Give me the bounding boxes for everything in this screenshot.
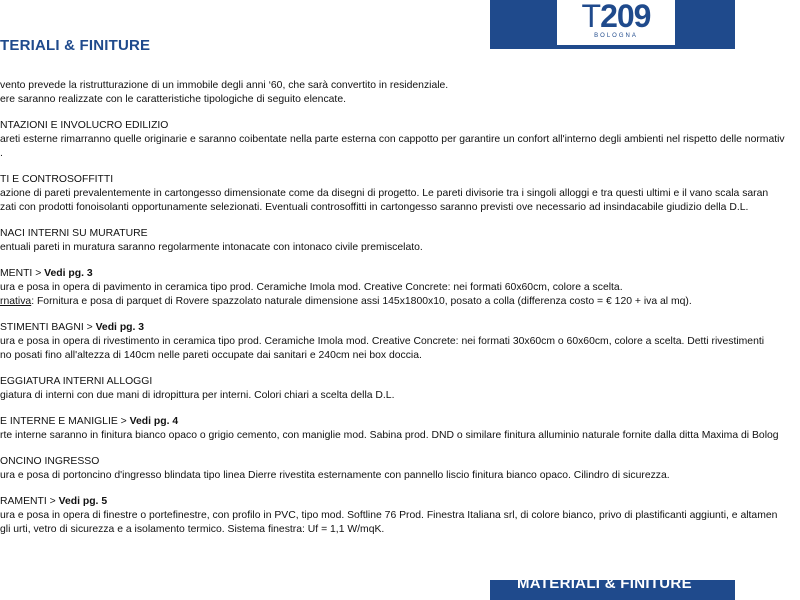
section-line: . <box>0 148 3 159</box>
intro-line: ere saranno realizzate con le caratteristiche tipologiche di seguito elencate. <box>0 94 346 105</box>
section-line: ura e posa in opera di rivestimento in ceramica tipo prod. Ceramiche Imola mod. Creative Concrete: nei formati 30x60cm o 60x60cm, colore a scelta. Detti rivestimenti <box>0 336 765 347</box>
intro-paragraph <box>0 79 800 107</box>
section-line: ura e posa in opera di pavimento in ceramica tipo prod. Ceramiche Imola mod. Creative Concrete: nei formati 60x60cm, colore a scelta. <box>0 282 623 293</box>
section-line: rte interne saranno in finitura bianco opaco o grigio cemento, con maniglie mod. Sabina prod. DND o similare finitura alluminio naturale fornite dalla ditta Maxima di Bolog <box>0 430 779 441</box>
page-reference: Vedi pg. 5 <box>58 496 108 507</box>
logo-city: BOLOGNA <box>594 33 638 39</box>
section-line: areti esterne rimarranno quelle originarie e saranno coibentate nella parte esterna con cappotto per garantire un confort all'interno degli ambienti nel rispetto delle normativ <box>0 134 785 145</box>
section-rivestimenti <box>0 321 800 363</box>
section-serramenti <box>0 495 800 537</box>
brand-logo <box>557 0 675 45</box>
section-porte <box>0 415 800 443</box>
section-heading: MENTI > Vedi pg. 3 <box>0 268 93 279</box>
section-alt-line <box>0 295 800 309</box>
alternative-text: : Fornitura e posa di parquet di Rovere spazzolato naturale dimensione assi 145x1800x10, posato a colla (differenza costo = € 120 + iva al mq). <box>31 296 692 307</box>
logo-number: 209 <box>600 0 651 34</box>
section-heading: NTAZIONI E INVOLUCRO EDILIZIO <box>0 120 169 131</box>
section-heading: RAMENTI > Vedi pg. 5 <box>0 496 108 507</box>
section-heading: E INTERNE E MANIGLIE > Vedi pg. 4 <box>0 416 179 427</box>
section-heading: STIMENTI BAGNI > Vedi pg. 3 <box>0 322 145 333</box>
logo-prefix: T <box>581 0 601 34</box>
section-line: gli urti, vetro di sicurezza e a isolamento termico. Sistema finestra: Uf = 1,1 W/mqK. <box>0 524 385 535</box>
page-reference: Vedi pg. 3 <box>44 268 93 279</box>
section-intonaci <box>0 227 800 255</box>
alternative-label: rnativa <box>0 296 32 307</box>
section-line: azione di pareti prevalentemente in cartongesso dimensionate come da disegni di progetto. Le pareti divisorie tra i singoli alloggi e tra questi ultimi e il vano scala saran <box>0 188 769 199</box>
section-line: no posati fino all'altezza di 140cm nelle pareti occupate dai sanitari e 240cm nei box doccia. <box>0 350 422 361</box>
intro-line: vento prevede la ristrutturazione di un immobile degli anni ‘60, che sarà convertito in residenziale. <box>0 80 449 91</box>
section-fondazioni <box>0 119 800 161</box>
section-line: ura e posa di portoncino d'ingresso blindata tipo linea Dierre rivestita esternamente con pannello liscio finitura bianco opaco. Cilindro di sicurezza. <box>0 470 670 481</box>
section-line: ura e posa in opera di finestre o portefinestre, con profilo in PVC, tipo mod. Softline 76 Prod. Finestra Italiana srl, di colore bianco, privo di plastificanti aggiunti, e altamen <box>0 510 778 521</box>
document-body <box>0 79 800 549</box>
section-heading: TI E CONTROSOFFITTI <box>0 174 114 185</box>
section-heading: NACI INTERNI SU MURATURE <box>0 228 148 239</box>
section-heading: EGGIATURA INTERNI ALLOGGI <box>0 376 153 387</box>
section-heading: ONCINO INGRESSO <box>0 456 100 467</box>
page-title: TERIALI & FINITURE <box>0 37 151 54</box>
page-reference: Vedi pg. 4 <box>129 416 179 427</box>
footer-title: MATERIALI & FINITURE <box>517 575 692 592</box>
section-line: giatura di interni con due mani di idropittura per interni. Colori chiari a scelta della D.L. <box>0 390 395 401</box>
page-reference: Vedi pg. 3 <box>95 322 145 333</box>
section-line: entuali pareti in muratura saranno regolarmente intonacate con intonaco civile premiscelato. <box>0 242 423 253</box>
section-pareti <box>0 173 800 215</box>
section-tinteggiatura <box>0 375 800 403</box>
logo-mark <box>557 0 675 34</box>
section-portoncino <box>0 455 800 483</box>
section-line: zati con prodotti fonoisolanti opportunamente selezionati. Eventuali controsoffitti in cartongesso saranno previsti ove necessario ad insindacabile giudizio della D.L. <box>0 202 749 213</box>
section-pavimenti <box>0 267 800 309</box>
